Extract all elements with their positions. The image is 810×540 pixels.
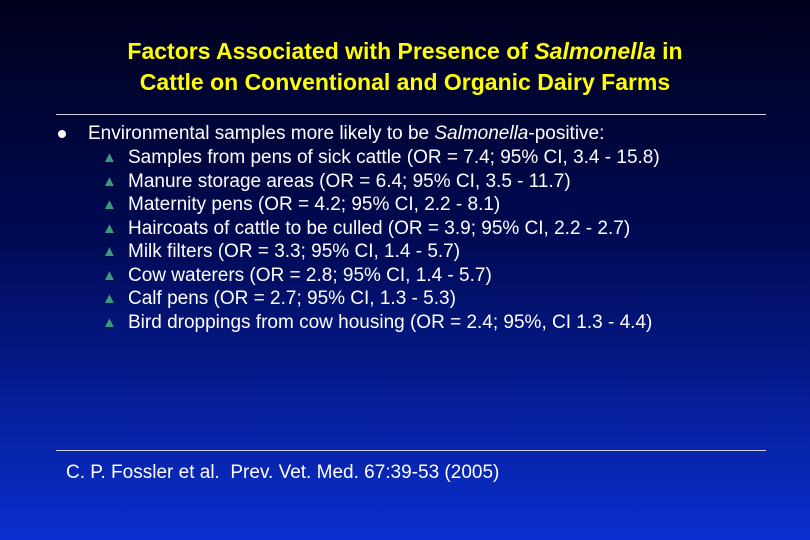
list-item-text: Bird droppings from cow housing (OR = 2.4; 95%, CI 1.3 - 4.4) bbox=[128, 311, 653, 333]
triangle-bullet-icon: ▲ bbox=[102, 266, 117, 284]
main-point bbox=[88, 122, 788, 146]
list-item bbox=[102, 217, 752, 241]
top-divider bbox=[56, 114, 766, 115]
main-point-italic-term: Salmonella bbox=[434, 123, 529, 144]
list-item-text: Milk filters (OR = 3.3; 95% CI, 1.4 - 5.7) bbox=[128, 241, 461, 262]
list-item bbox=[102, 264, 752, 288]
list-item-text: Calf pens (OR = 2.7; 95% CI, 1.3 - 5.3) bbox=[128, 288, 456, 309]
sub-bullet-list bbox=[102, 146, 752, 334]
list-item-text: Maternity pens (OR = 4.2; 95% CI, 2.2 - 8.1) bbox=[128, 194, 501, 215]
title-line-2: Cattle on Conventional and Organic Dairy Farms bbox=[139, 69, 671, 95]
list-item bbox=[102, 240, 752, 264]
bottom-divider bbox=[56, 450, 766, 451]
list-item-text: Manure storage areas (OR = 6.4; 95% CI, 3.5 - 11.7) bbox=[128, 170, 571, 192]
triangle-bullet-icon: ▲ bbox=[102, 313, 117, 331]
triangle-bullet-icon: ▲ bbox=[102, 290, 117, 307]
slide-title bbox=[0, 36, 810, 98]
main-point-prefix: Environmental samples more likely to be bbox=[88, 123, 435, 144]
title-line-1 bbox=[0, 36, 810, 67]
list-item-text: Samples from pens of sick cattle (OR = 7.4; 95% CI, 3.4 - 15.8) bbox=[128, 147, 660, 168]
triangle-bullet-icon: ▲ bbox=[102, 196, 117, 213]
citation: C. P. Fossler et al. Prev. Vet. Med. 67:39-53 (2005) bbox=[66, 462, 500, 483]
triangle-bullet-icon: ▲ bbox=[102, 219, 117, 237]
title-italic-term: Salmonella bbox=[534, 38, 656, 64]
list-item bbox=[102, 287, 752, 311]
main-point-suffix: -positive: bbox=[528, 123, 605, 144]
title-line-1-suffix: in bbox=[655, 38, 683, 64]
title-line-1-prefix: Factors Associated with Presence of bbox=[127, 38, 535, 64]
list-item bbox=[102, 170, 752, 194]
list-item-text: Haircoats of cattle to be culled (OR = 3.9; 95% CI, 2.2 - 2.7) bbox=[128, 217, 631, 239]
list-item-text: Cow waterers (OR = 2.8; 95% CI, 1.4 - 5.7) bbox=[128, 264, 492, 286]
triangle-bullet-icon: ▲ bbox=[102, 243, 117, 260]
list-item bbox=[102, 146, 752, 170]
main-bullet-dot bbox=[58, 130, 66, 138]
triangle-bullet-icon: ▲ bbox=[102, 149, 117, 166]
list-item bbox=[102, 311, 752, 335]
triangle-bullet-icon: ▲ bbox=[102, 172, 117, 190]
list-item bbox=[102, 193, 752, 217]
